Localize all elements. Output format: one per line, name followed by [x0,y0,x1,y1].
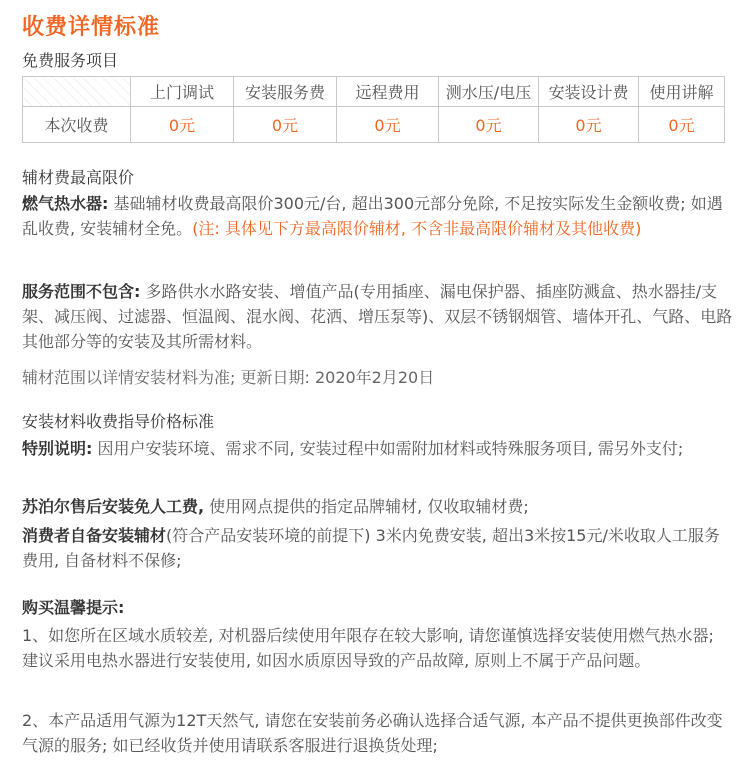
gas-note: (注: 具体见下方最高限价辅材, 不含非最高限价辅材及其他收费) [192,219,642,238]
aux-footer-note: 辅材范围以详情安装材料为准; 更新日期: 2020年2月20日 [22,368,435,387]
table-header-cell: 安装设计费 [539,77,639,107]
price-cell: 0元 [337,107,439,143]
table-header-cell: 上门调试 [131,77,234,107]
gas-label: 燃气热水器: [22,194,109,213]
special-note-paragraph [22,436,734,461]
table-header-cell: 测水压/电压 [439,77,539,107]
price-cell: 0元 [234,107,337,143]
brand-label: 苏泊尔售后安装免人工费, [22,497,205,516]
special-text: 因用户安装环境、需求不同, 安装过程中如需附加材料或特殊服务项目, 需另外支付; [92,439,684,458]
self-supply-paragraph [22,523,734,573]
page-title: 收费详情标准 [22,15,161,40]
free-services-heading: 免费服务项目 [22,51,119,70]
guide-heading: 安装材料收费指导价格标准 [22,412,215,431]
brand-text: 使用网点提供的指定品牌辅材, 仅收取辅材费; [204,497,529,516]
tip-item: 1、如您所在区域水质较差, 对机器后续使用年限存在较大影响, 请您谨慎选择安装使用燃气热水器; 建议采用电热水器进行安装使用, 如因水质原因导致的产品故障, 原则上不属于产品问题。 [22,626,714,670]
gas-heater-paragraph [22,191,734,241]
price-cell: 0元 [639,107,725,143]
scope-paragraph [22,279,734,354]
row-label: 本次收费 [23,107,131,143]
table-header-cell: 远程费用 [337,77,439,107]
self-label: 消费者自备安装辅材 [22,526,167,545]
scope-label: 服务范围不包含: [22,282,141,301]
free-services-table [22,76,725,143]
special-label: 特别说明: [22,439,93,458]
table-header-cell: 安装服务费 [234,77,337,107]
table-corner-cell [23,77,131,107]
table-row [23,107,725,143]
price-cell: 0元 [539,107,639,143]
scope-text: 多路供水水路安装、增值产品(专用插座、漏电保护器、插座防溅盒、热水器挂/支架、减压阀、过滤器、恒温阀、混水阀、花洒、增压泵等)、双层不锈钢烟管、墙体开孔、气路、电路其他部分等的安装及其所需材料。 [22,282,733,351]
self-text: (符合产品安装环境的前提下) 3米内免费安装, 超出3米按15元/米收取人工服务费用, 自备材料不保修; [22,526,720,570]
price-cell: 0元 [131,107,234,143]
aux-heading: 辅材费最高限价 [22,168,135,187]
tips-heading: 购买温馨提示: [22,598,125,617]
brand-paragraph [22,494,734,519]
table-header-cell: 使用讲解 [639,77,725,107]
tip-item: 2、本产品适用气源为12T天然气, 请您在安装前务必确认选择合适气源, 本产品不提供更换部件改变气源的服务; 如已经收货并使用请联系客服进行退换货处理; [22,711,723,755]
table-header-row [23,77,725,107]
price-cell: 0元 [439,107,539,143]
gas-text: 基础辅材收费最高限价300元/台, 超出300元部分免除, 不足按实际发生金额收费; 如遇乱收费, 安装辅材全免。 [22,194,723,238]
